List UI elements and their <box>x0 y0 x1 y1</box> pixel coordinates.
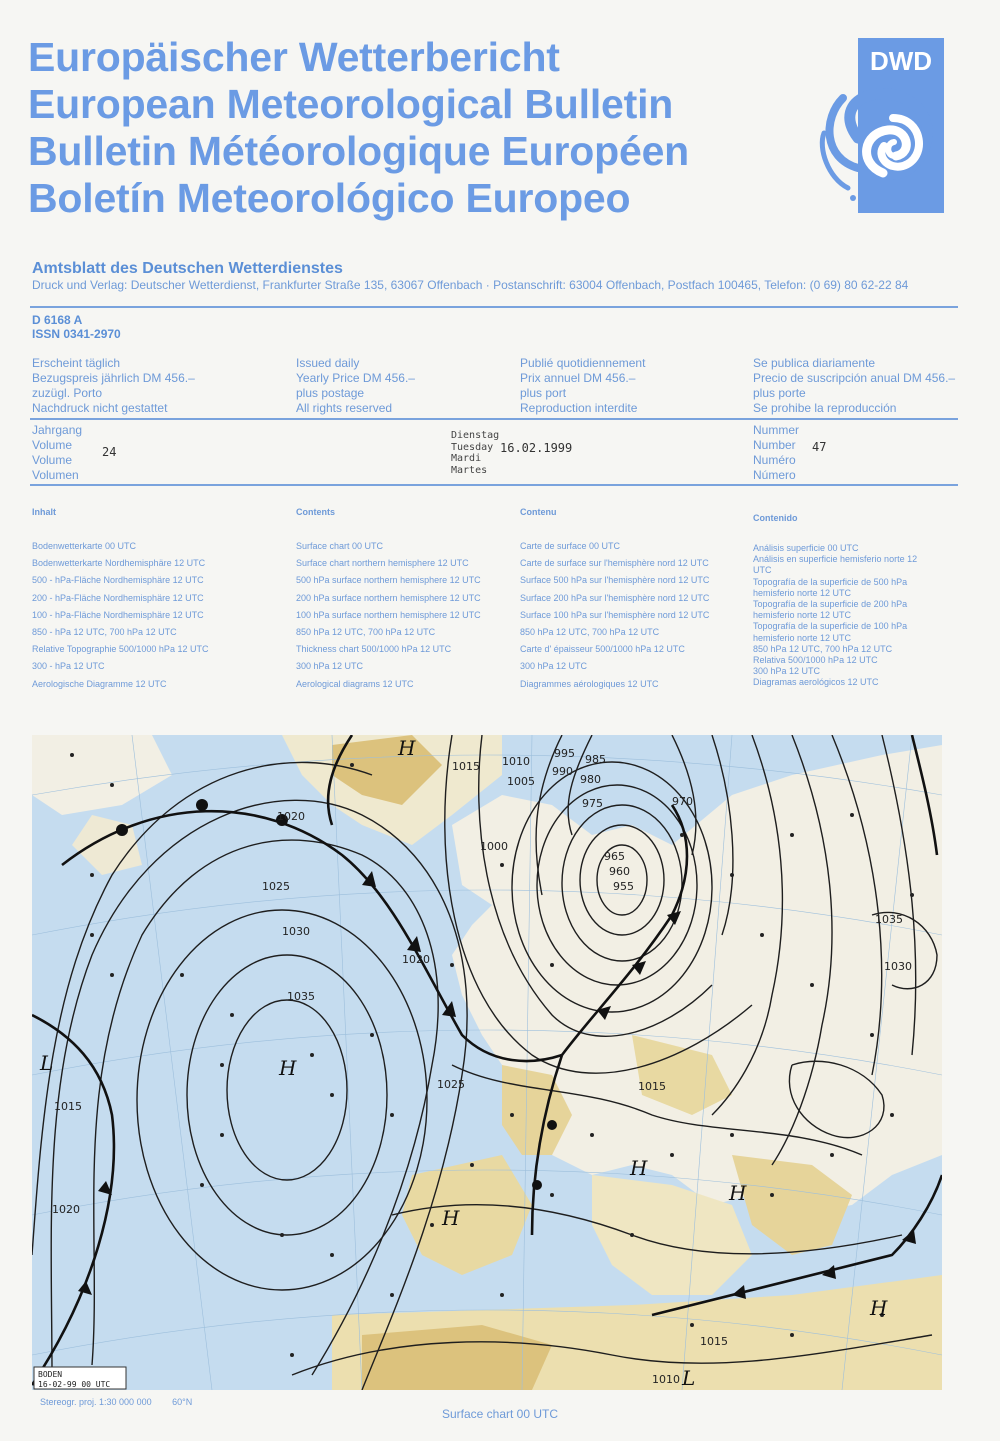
isobar-label: 985 <box>585 753 606 766</box>
contents-item: 850 hPa 12 UTC, 700 hPa 12 UTC <box>296 626 436 637</box>
isobar-label: 1015 <box>452 760 480 773</box>
contents-item: 200 - hPa-Fläche Nordhemisphäre 12 UTC <box>32 592 204 603</box>
isobar-label: 1035 <box>875 913 903 926</box>
contents-item: 300 hPa 12 UTC <box>520 661 588 672</box>
info-line: Prix annuel DM 456.– <box>520 371 636 385</box>
contents-item: Topografía de la superficie de 200 hPa hemisferio norte 12 UTC <box>753 599 908 621</box>
contents-item: 500 hPa surface northern hemisphere 12 UTC <box>296 575 481 586</box>
isobar-label: 965 <box>604 850 625 863</box>
issue-number: 47 <box>812 440 827 454</box>
issue-date: 16.02.1999 <box>500 441 573 455</box>
info-line: Bezugspreis jährlich DM 456.– <box>32 371 195 385</box>
high-pressure-center: H <box>398 736 416 760</box>
info-line: Erscheint täglich <box>32 356 121 370</box>
contents-item: Surface chart northern hemisphere 12 UTC <box>296 558 469 569</box>
number-labels <box>753 423 799 483</box>
isobar-label: 1020 <box>402 953 430 966</box>
number-label: Number <box>753 438 796 452</box>
legend-label: BODEN <box>38 1370 63 1379</box>
info-line: plus porte <box>753 386 806 400</box>
map-legend-box <box>34 1367 126 1389</box>
contents-item: Topografía de la superficie de 500 hPa hemisferio norte 12 UTC <box>753 576 908 598</box>
contents-heading: Contents <box>296 507 335 517</box>
volume-label: Volumen <box>32 468 79 482</box>
day-names <box>451 430 499 476</box>
contents-item: Aerological diagrams 12 UTC <box>296 678 414 689</box>
weather-map-svg <box>32 735 942 1390</box>
contents-item: 850 hPa 12 UTC, 700 hPa 12 UTC <box>753 643 893 654</box>
contents-item: Bodenwetterkarte 00 UTC <box>32 541 137 551</box>
title-block <box>28 34 689 222</box>
contents-item: Bodenwetterkarte Nordhemisphäre 12 UTC <box>32 558 206 569</box>
day-name: Martes <box>451 464 488 476</box>
info-line: Reproduction interdite <box>520 401 638 415</box>
contents-item: 300 hPa 12 UTC <box>753 666 821 677</box>
isobar-label: 955 <box>613 880 634 893</box>
contents-item: Surface 200 hPa sur l'hemisphère nord 12 UTC <box>520 592 710 603</box>
volume-label: Jahrgang <box>32 423 83 437</box>
title-german: Europäischer Wetterbericht <box>28 34 560 80</box>
isobar-label: 1030 <box>282 925 310 938</box>
contents-item: Carte de surface 00 UTC <box>520 541 621 551</box>
contents-item: Relativa 500/1000 hPa 12 UTC <box>753 655 878 666</box>
high-pressure-center: H <box>630 1156 648 1180</box>
info-line: Yearly Price DM 456.– <box>296 371 415 385</box>
dwd-logo <box>818 38 944 213</box>
contents-item: 100 - hPa-Fläche Nordhemisphäre 12 UTC <box>32 609 204 620</box>
contents-item: Diagrammes aérologiques 12 UTC <box>520 678 659 689</box>
info-line: All rights reserved <box>296 401 393 415</box>
contents-heading: Contenu <box>520 507 557 517</box>
contents-item: 100 hPa surface northern hemisphere 12 UTC <box>296 609 481 620</box>
publication-code: D 6168 A <box>32 313 83 327</box>
high-pressure-center: H <box>442 1206 460 1230</box>
isobar-label: 980 <box>580 773 601 786</box>
divider <box>30 484 958 486</box>
divider <box>30 306 958 308</box>
surface-weather-map <box>32 735 942 1390</box>
contents-item: Diagramas aerológicos 12 UTC <box>753 677 879 688</box>
isobar-label: 1015 <box>638 1080 666 1093</box>
isobar-label: 1030 <box>884 960 912 973</box>
map-caption: Surface chart 00 UTC <box>441 1407 559 1421</box>
contents-item: 300 hPa 12 UTC <box>296 661 364 672</box>
contents-item: Carte d' épaisseur 500/1000 hPa 12 UTC <box>520 644 685 655</box>
isobar-label: 975 <box>582 797 603 810</box>
isobar-label: 1015 <box>54 1100 82 1113</box>
contents-item: 850 - hPa 12 UTC, 700 hPa 12 UTC <box>32 626 177 637</box>
high-pressure-center: H <box>279 1056 297 1080</box>
contents-item: Surface 100 hPa sur l'hemisphère nord 12 UTC <box>520 609 710 620</box>
publication-info-english <box>296 356 415 416</box>
map-latitude: 60°N <box>172 1397 193 1407</box>
contents-heading: Inhalt <box>32 507 56 517</box>
publication-info-german <box>32 356 195 416</box>
contents-item: 500 - hPa-Fläche Nordhemisphäre 12 UTC <box>32 575 204 586</box>
number-label: Numéro <box>753 453 796 467</box>
isobar-label: 1010 <box>502 755 530 768</box>
isobar-label: 1025 <box>262 880 290 893</box>
contents-item: Relative Topographie 500/1000 hPa 12 UTC <box>32 644 209 655</box>
info-line: Se prohibe la reproducción <box>753 401 897 415</box>
info-line: plus port <box>520 386 567 400</box>
contents-item: Surface 500 hPa sur l'hemisphère nord 12 UTC <box>520 575 710 586</box>
contents-item: Aerologische Diagramme 12 UTC <box>32 678 167 689</box>
info-line: zuzügl. Porto <box>32 386 103 400</box>
contents-french <box>520 507 709 697</box>
contents-item: Carte de surface sur l'hemisphère nord 12 UTC <box>520 558 709 569</box>
isobar-label: 1015 <box>700 1335 728 1348</box>
publication-info-french <box>520 356 645 416</box>
divider <box>30 418 958 420</box>
volume-label: Volume <box>32 453 73 467</box>
day-name: Dienstag <box>451 430 500 441</box>
contents-item: Topografía de la superficie de 100 hPa hemisferio norte 12 UTC <box>753 621 908 643</box>
isobar-label: 990 <box>552 765 573 778</box>
map-footer <box>40 1397 192 1407</box>
isobar-label: 1025 <box>437 1078 465 1091</box>
day-name: Mardi <box>451 453 482 464</box>
info-line: Se publica diariamente <box>753 356 876 370</box>
isobar-label: 1000 <box>480 840 508 853</box>
volume-label: Volume <box>32 438 73 452</box>
volume-value: 24 <box>102 445 117 459</box>
identifiers <box>32 313 121 341</box>
high-pressure-center: H <box>870 1296 888 1320</box>
contents-german <box>32 507 208 697</box>
number-label: Nummer <box>753 423 800 437</box>
contents-item: Thickness chart 500/1000 hPa 12 UTC <box>296 644 452 655</box>
info-line: Publié quotidiennement <box>520 356 646 370</box>
info-line: plus postage <box>296 386 365 400</box>
contents-item: 850 hPa 12 UTC, 700 hPa 12 UTC <box>520 626 660 637</box>
day-name: Tuesday <box>451 441 494 453</box>
isobar-label: 1005 <box>507 775 535 788</box>
contents-item: Análisis en superficie hemisferio norte 12 UTC <box>753 554 918 576</box>
low-pressure-center: L <box>40 1051 54 1075</box>
info-line: Precio de suscripción anual DM 456.– <box>753 371 956 385</box>
isobar-label: 970 <box>672 795 693 808</box>
publisher-address: Druck und Verlag: Deutscher Wetterdienst, Frankfurter Straße 135, 63067 Offenbach · Postanschrift: 63004 Offenbach, Postfach 100465, Telefon: (0 69) 80 62-22 84 <box>32 278 909 292</box>
contents-item: 200 hPa surface northern hemisphere 12 UTC <box>296 592 481 603</box>
logo-text: DWD <box>869 46 933 76</box>
isobar-label: 1020 <box>277 810 305 823</box>
issn: ISSN 0341-2970 <box>32 327 121 341</box>
map-projection: Stereogr. proj. 1:30 000 000 <box>40 1397 152 1407</box>
low-pressure-center: L <box>682 1366 696 1390</box>
volume-labels <box>32 423 82 483</box>
title-english: European Meteorological Bulletin <box>28 81 674 127</box>
contents-item: 300 - hPa 12 UTC <box>32 661 105 672</box>
contents-english <box>296 507 481 697</box>
contents-item: Análisis superficie 00 UTC <box>753 543 859 553</box>
contents-item: Surface chart 00 UTC <box>296 541 384 551</box>
isobar-label: 1020 <box>52 1203 80 1216</box>
title-french: Bulletin Météorologique Européen <box>28 128 690 174</box>
high-pressure-center: H <box>729 1181 747 1205</box>
legend-date: 16-02-99 00 UTC <box>38 1380 111 1389</box>
contents-heading: Contenido <box>753 513 798 523</box>
title-spanish: Boletín Meteorológico Europeo <box>28 175 631 221</box>
contents-spanish <box>753 513 923 689</box>
isobar-label: 960 <box>609 865 630 878</box>
publication-info-spanish <box>753 356 955 416</box>
isobar-label: 1035 <box>287 990 315 1003</box>
number-label: Número <box>753 468 796 482</box>
isobar-label: 995 <box>554 747 575 760</box>
isobar-label: 1010 <box>652 1373 680 1386</box>
info-line: Nachdruck nicht gestattet <box>32 401 168 415</box>
subtitle: Amtsblatt des Deutschen Wetterdienstes <box>32 260 343 277</box>
info-line: Issued daily <box>296 356 360 370</box>
